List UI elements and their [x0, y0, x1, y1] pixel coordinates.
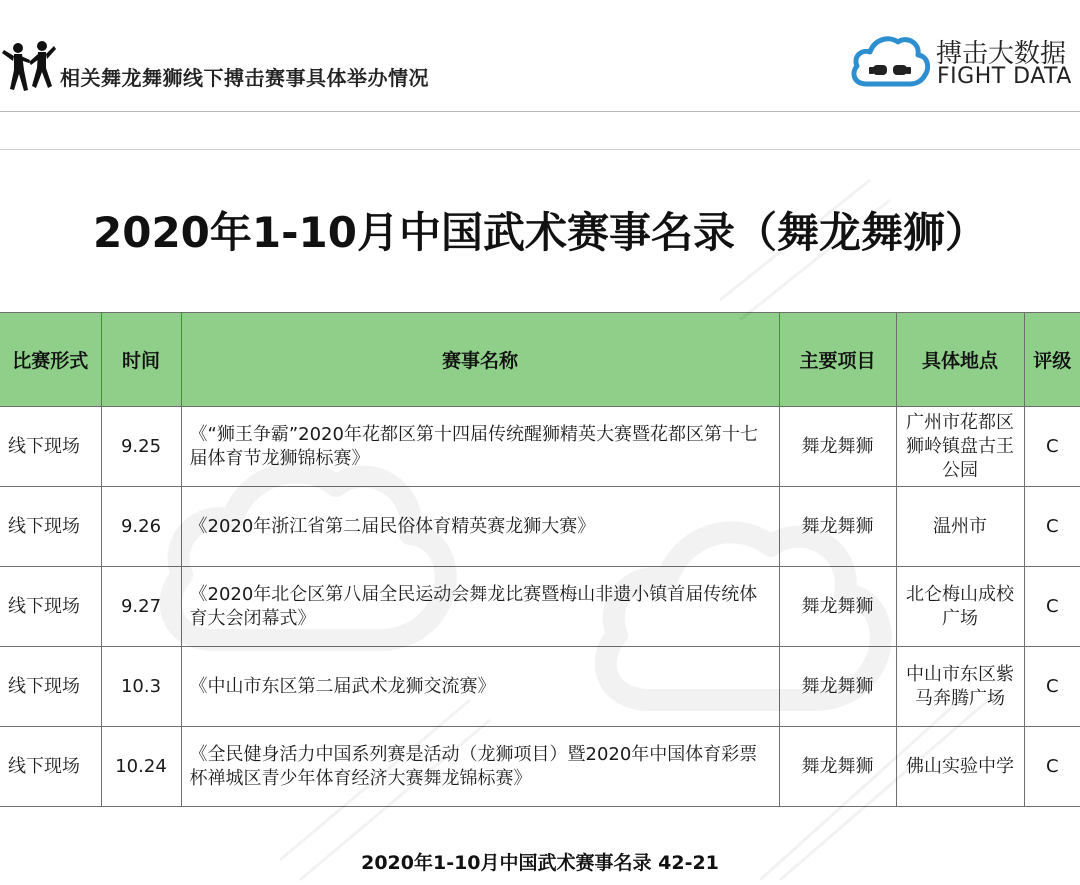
cell-name: 《全民健身活力中国系列赛是活动（龙狮项目）暨2020年中国体育彩票杯禅城区青少年体育经济大赛舞龙锦标赛》: [181, 727, 779, 807]
section-title: 相关舞龙舞狮线下搏击赛事具体举办情况: [60, 66, 429, 90]
cell-event: 舞龙舞狮: [779, 487, 896, 567]
column-header-name: 赛事名称: [181, 313, 779, 407]
cell-grade: C: [1024, 407, 1080, 487]
cell-grade: C: [1024, 567, 1080, 647]
brand-name-cn: 搏击大数据: [936, 39, 1067, 69]
cell-name: 《中山市东区第二届武术龙狮交流赛》: [181, 647, 779, 727]
cell-event: 舞龙舞狮: [779, 727, 896, 807]
cell-event: 舞龙舞狮: [779, 647, 896, 727]
cell-form: 线下现场: [0, 407, 101, 487]
table-row: [0, 567, 1080, 647]
cell-grade: C: [1024, 647, 1080, 727]
boxing-gloves-icon: [869, 65, 911, 75]
column-header-location: 具体地点: [896, 313, 1024, 407]
cell-grade: C: [1024, 487, 1080, 567]
cell-form: 线下现场: [0, 487, 101, 567]
cell-location: 佛山实验中学: [896, 727, 1024, 807]
cell-event: 舞龙舞狮: [779, 407, 896, 487]
cell-form: 线下现场: [0, 567, 101, 647]
cell-date: 10.3: [101, 647, 181, 727]
cell-form: 线下现场: [0, 647, 101, 727]
cell-location: 北仑梅山成校广场: [896, 567, 1024, 647]
column-header-event: 主要项目: [779, 313, 896, 407]
table-row: [0, 487, 1080, 567]
table-row: [0, 647, 1080, 727]
cell-name: 《2020年浙江省第二届民俗体育精英赛龙狮大赛》: [181, 487, 779, 567]
table-row: [0, 407, 1080, 487]
brand-name-en: FIGHT DATA: [937, 64, 1072, 89]
brand-logo: [848, 30, 1073, 94]
cloud-logo-icon: [848, 30, 932, 92]
header-divider: [0, 111, 1080, 112]
cell-location: 温州市: [896, 487, 1024, 567]
header-divider-secondary: [0, 149, 1080, 150]
table-row: [0, 727, 1080, 807]
cell-date: 9.26: [101, 487, 181, 567]
column-header-date: 时间: [101, 313, 181, 407]
cell-date: 9.25: [101, 407, 181, 487]
page-title: 2020年1-10月中国武术赛事名录（舞龙舞狮）: [93, 208, 987, 257]
cell-name: 《“狮王争霸”2020年花都区第十四届传统醒狮精英大赛暨花都区第十七届体育节龙狮锦标赛》: [181, 407, 779, 487]
events-table: [0, 312, 1080, 807]
cell-grade: C: [1024, 727, 1080, 807]
column-header-grade: 评级: [1024, 313, 1080, 407]
cell-form: 线下现场: [0, 727, 101, 807]
cell-location: 广州市花都区狮岭镇盘古王公园: [896, 407, 1024, 487]
cell-date: 10.24: [101, 727, 181, 807]
page-header: [0, 0, 1080, 112]
cell-date: 9.27: [101, 567, 181, 647]
column-header-form: 比赛形式: [0, 313, 101, 407]
fighters-icon: [2, 40, 58, 100]
page-footer: 2020年1-10月中国武术赛事名录 42-21: [361, 852, 719, 874]
cell-location: 中山市东区紫马奔腾广场: [896, 647, 1024, 727]
cell-name: 《2020年北仑区第八届全民运动会舞龙比赛暨梅山非遗小镇首届传统体育大会闭幕式》: [181, 567, 779, 647]
cell-event: 舞龙舞狮: [779, 567, 896, 647]
table-header-row: [0, 313, 1080, 407]
